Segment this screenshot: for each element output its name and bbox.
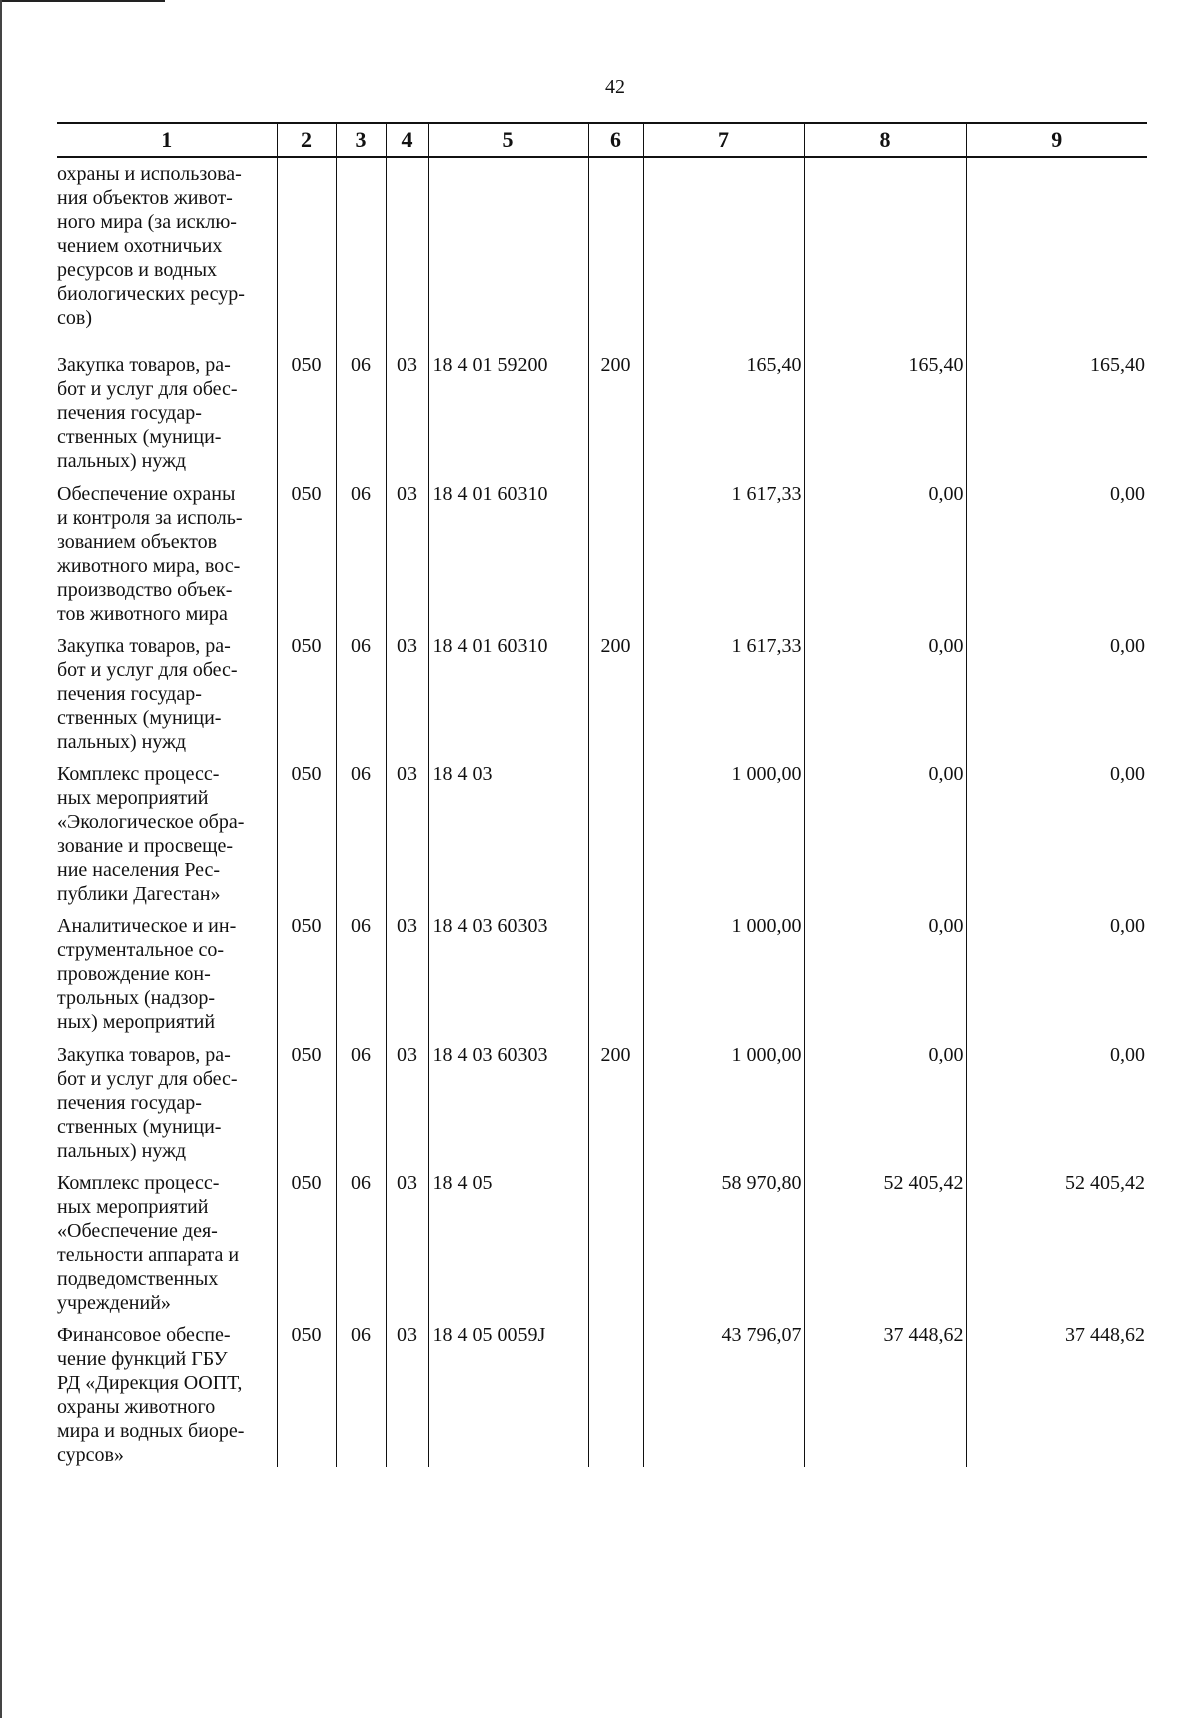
row-name-line: зование и просвеще- [57, 835, 234, 857]
group-code: 03 [386, 1035, 428, 1163]
row-name-line: бот и услуг для обес- [57, 378, 238, 400]
amount-2024: 165,40 [643, 345, 804, 474]
amount-2026: 165,40 [966, 345, 1147, 474]
amount-2024: 1 000,00 [643, 906, 804, 1035]
row-name-line: подведомственных [57, 1268, 219, 1290]
group-code: 03 [386, 1315, 428, 1467]
row-name-line: чением охотничьих [57, 235, 223, 257]
column-header-3: 3 [336, 123, 386, 157]
expense-type-code [588, 754, 643, 906]
row-name-line: Обеспечение охраны [57, 483, 236, 505]
amount-2025: 37 448,62 [804, 1315, 966, 1467]
section-code: 050 [277, 1163, 336, 1315]
row-name [57, 906, 277, 1035]
row-name-line: Финансовое обеспе- [57, 1324, 231, 1346]
amount-2026: 0,00 [966, 474, 1147, 626]
row-name-line: Закупка товаров, ра- [57, 354, 231, 376]
column-header-8: 8 [804, 123, 966, 157]
expense-type-code [588, 1163, 643, 1315]
row-name-line: бот и услуг для обес- [57, 659, 238, 681]
scan-edge-mark-top [0, 0, 165, 2]
section-code: 050 [277, 626, 336, 754]
row-name-line: тельности аппарата и [57, 1244, 240, 1266]
amount-2024 [643, 157, 804, 345]
amount-2024: 58 970,80 [643, 1163, 804, 1315]
group-code: 03 [386, 626, 428, 754]
target-article-code: 18 4 03 [428, 754, 588, 906]
amount-2026 [966, 157, 1147, 345]
column-header-2: 2 [277, 123, 336, 157]
amount-2024: 1 617,33 [643, 626, 804, 754]
amount-2025 [804, 157, 966, 345]
row-name [57, 157, 277, 345]
amount-2025: 52 405,42 [804, 1163, 966, 1315]
amount-2024: 1 000,00 [643, 1035, 804, 1163]
row-name-line: ных мероприятий [57, 1196, 209, 1218]
row-name-line: ние населения Рес- [57, 859, 221, 881]
row-name-line: печения государ- [57, 1092, 202, 1114]
target-article-code: 18 4 01 59200 [428, 345, 588, 474]
group-code: 03 [386, 1163, 428, 1315]
section-code: 050 [277, 1315, 336, 1467]
column-header-7: 7 [643, 123, 804, 157]
row-name-line: ния объектов живот- [57, 187, 233, 209]
row-name [57, 1163, 277, 1315]
expense-type-code [588, 157, 643, 345]
target-article-code [428, 157, 588, 345]
row-name-line: зованием объектов [57, 531, 218, 553]
section-code: 050 [277, 474, 336, 626]
row-name-line: Комплекс процесс- [57, 763, 220, 785]
amount-2024: 43 796,07 [643, 1315, 804, 1467]
row-name-line: трольных (надзор- [57, 987, 216, 1009]
subsection-code: 06 [336, 1163, 386, 1315]
subsection-code: 06 [336, 626, 386, 754]
row-name-line: пальных) нужд [57, 1140, 187, 1162]
amount-2025: 0,00 [804, 474, 966, 626]
table-row [57, 1035, 1147, 1163]
amount-2025: 0,00 [804, 906, 966, 1035]
row-name-line: биологических ресур- [57, 283, 245, 305]
subsection-code: 06 [336, 1035, 386, 1163]
row-name-line: охраны и использова- [57, 163, 242, 185]
amount-2025: 0,00 [804, 626, 966, 754]
row-name [57, 345, 277, 474]
table-row [57, 345, 1147, 474]
row-name-line: ственных (муници- [57, 426, 222, 448]
section-code [277, 157, 336, 345]
table-body [57, 157, 1147, 1467]
table-row [57, 906, 1147, 1035]
table-row [57, 157, 1147, 345]
row-name-line: мира и водных биоре- [57, 1420, 245, 1442]
group-code [386, 157, 428, 345]
expense-type-code: 200 [588, 1035, 643, 1163]
row-name-line: пальных) нужд [57, 450, 187, 472]
row-name-line: ных) мероприятий [57, 1011, 216, 1033]
row-name-line: провождение кон- [57, 963, 211, 985]
expense-type-code: 200 [588, 626, 643, 754]
amount-2026: 0,00 [966, 1035, 1147, 1163]
row-name-line: чение функций ГБУ [57, 1348, 228, 1370]
row-name [57, 1035, 277, 1163]
target-article-code: 18 4 05 0059J [428, 1315, 588, 1467]
subsection-code: 06 [336, 345, 386, 474]
row-name-line: печения государ- [57, 683, 202, 705]
row-name [57, 1315, 277, 1467]
table-row [57, 626, 1147, 754]
section-code: 050 [277, 906, 336, 1035]
amount-2025: 0,00 [804, 1035, 966, 1163]
row-name-line: и контроля за исполь- [57, 507, 243, 529]
row-name-line: Аналитическое и ин- [57, 915, 237, 937]
row-name-line: ных мероприятий [57, 787, 209, 809]
section-code: 050 [277, 754, 336, 906]
row-name [57, 474, 277, 626]
group-code: 03 [386, 345, 428, 474]
group-code: 03 [386, 474, 428, 626]
subsection-code: 06 [336, 1315, 386, 1467]
target-article-code: 18 4 01 60310 [428, 474, 588, 626]
row-name-line: «Обеспечение дея- [57, 1220, 218, 1242]
row-name-line: Закупка товаров, ра- [57, 635, 231, 657]
expense-type-code: 200 [588, 345, 643, 474]
target-article-code: 18 4 03 60303 [428, 1035, 588, 1163]
row-name-line: пальных) нужд [57, 731, 187, 753]
amount-2026: 0,00 [966, 906, 1147, 1035]
row-name-line: производство объек- [57, 579, 233, 601]
subsection-code: 06 [336, 474, 386, 626]
row-name-line: Комплекс процесс- [57, 1172, 220, 1194]
table-row [57, 1315, 1147, 1467]
row-name-line: «Экологическое обра- [57, 811, 245, 833]
amount-2026: 37 448,62 [966, 1315, 1147, 1467]
amount-2024: 1 617,33 [643, 474, 804, 626]
row-name [57, 754, 277, 906]
expense-type-code [588, 906, 643, 1035]
group-code: 03 [386, 754, 428, 906]
amount-2026: 0,00 [966, 754, 1147, 906]
target-article-code: 18 4 05 [428, 1163, 588, 1315]
target-article-code: 18 4 01 60310 [428, 626, 588, 754]
target-article-code: 18 4 03 60303 [428, 906, 588, 1035]
row-name-line: Закупка товаров, ра- [57, 1044, 231, 1066]
row-name-line: РД «Дирекция ООПТ, [57, 1372, 243, 1394]
row-name-line: печения государ- [57, 402, 202, 424]
row-name-line: ресурсов и водных [57, 259, 218, 281]
row-name [57, 626, 277, 754]
row-name-line: ственных (муници- [57, 707, 222, 729]
group-code: 03 [386, 906, 428, 1035]
row-name-line: бот и услуг для обес- [57, 1068, 238, 1090]
column-header-6: 6 [588, 123, 643, 157]
row-name-line: сурсов» [57, 1444, 124, 1466]
row-name-line: публики Дагестан» [57, 883, 221, 905]
column-header-4: 4 [386, 123, 428, 157]
column-header-5: 5 [428, 123, 588, 157]
row-name-line: тов животного мира [57, 603, 228, 625]
expense-type-code [588, 474, 643, 626]
row-name-line: охраны животного [57, 1396, 216, 1418]
table-header-row [57, 123, 1147, 157]
amount-2026: 0,00 [966, 626, 1147, 754]
column-header-9: 9 [966, 123, 1147, 157]
section-code: 050 [277, 345, 336, 474]
row-name-line: сов) [57, 307, 92, 329]
budget-table [57, 122, 1147, 1467]
amount-2025: 0,00 [804, 754, 966, 906]
expense-type-code [588, 1315, 643, 1467]
row-name-line: ного мира (за исклю- [57, 211, 237, 233]
subsection-code [336, 157, 386, 345]
scan-edge-mark-left [0, 0, 2, 1718]
section-code: 050 [277, 1035, 336, 1163]
row-name-line: животного мира, вос- [57, 555, 241, 577]
amount-2024: 1 000,00 [643, 754, 804, 906]
page-number: 42 [605, 76, 625, 98]
table-row [57, 754, 1147, 906]
row-name-line: струментальное со- [57, 939, 225, 961]
subsection-code: 06 [336, 906, 386, 1035]
column-header-1: 1 [57, 123, 277, 157]
amount-2026: 52 405,42 [966, 1163, 1147, 1315]
row-name-line: ственных (муници- [57, 1116, 222, 1138]
subsection-code: 06 [336, 754, 386, 906]
row-name-line: учреждений» [57, 1292, 171, 1314]
amount-2025: 165,40 [804, 345, 966, 474]
table-row [57, 474, 1147, 626]
table-row [57, 1163, 1147, 1315]
